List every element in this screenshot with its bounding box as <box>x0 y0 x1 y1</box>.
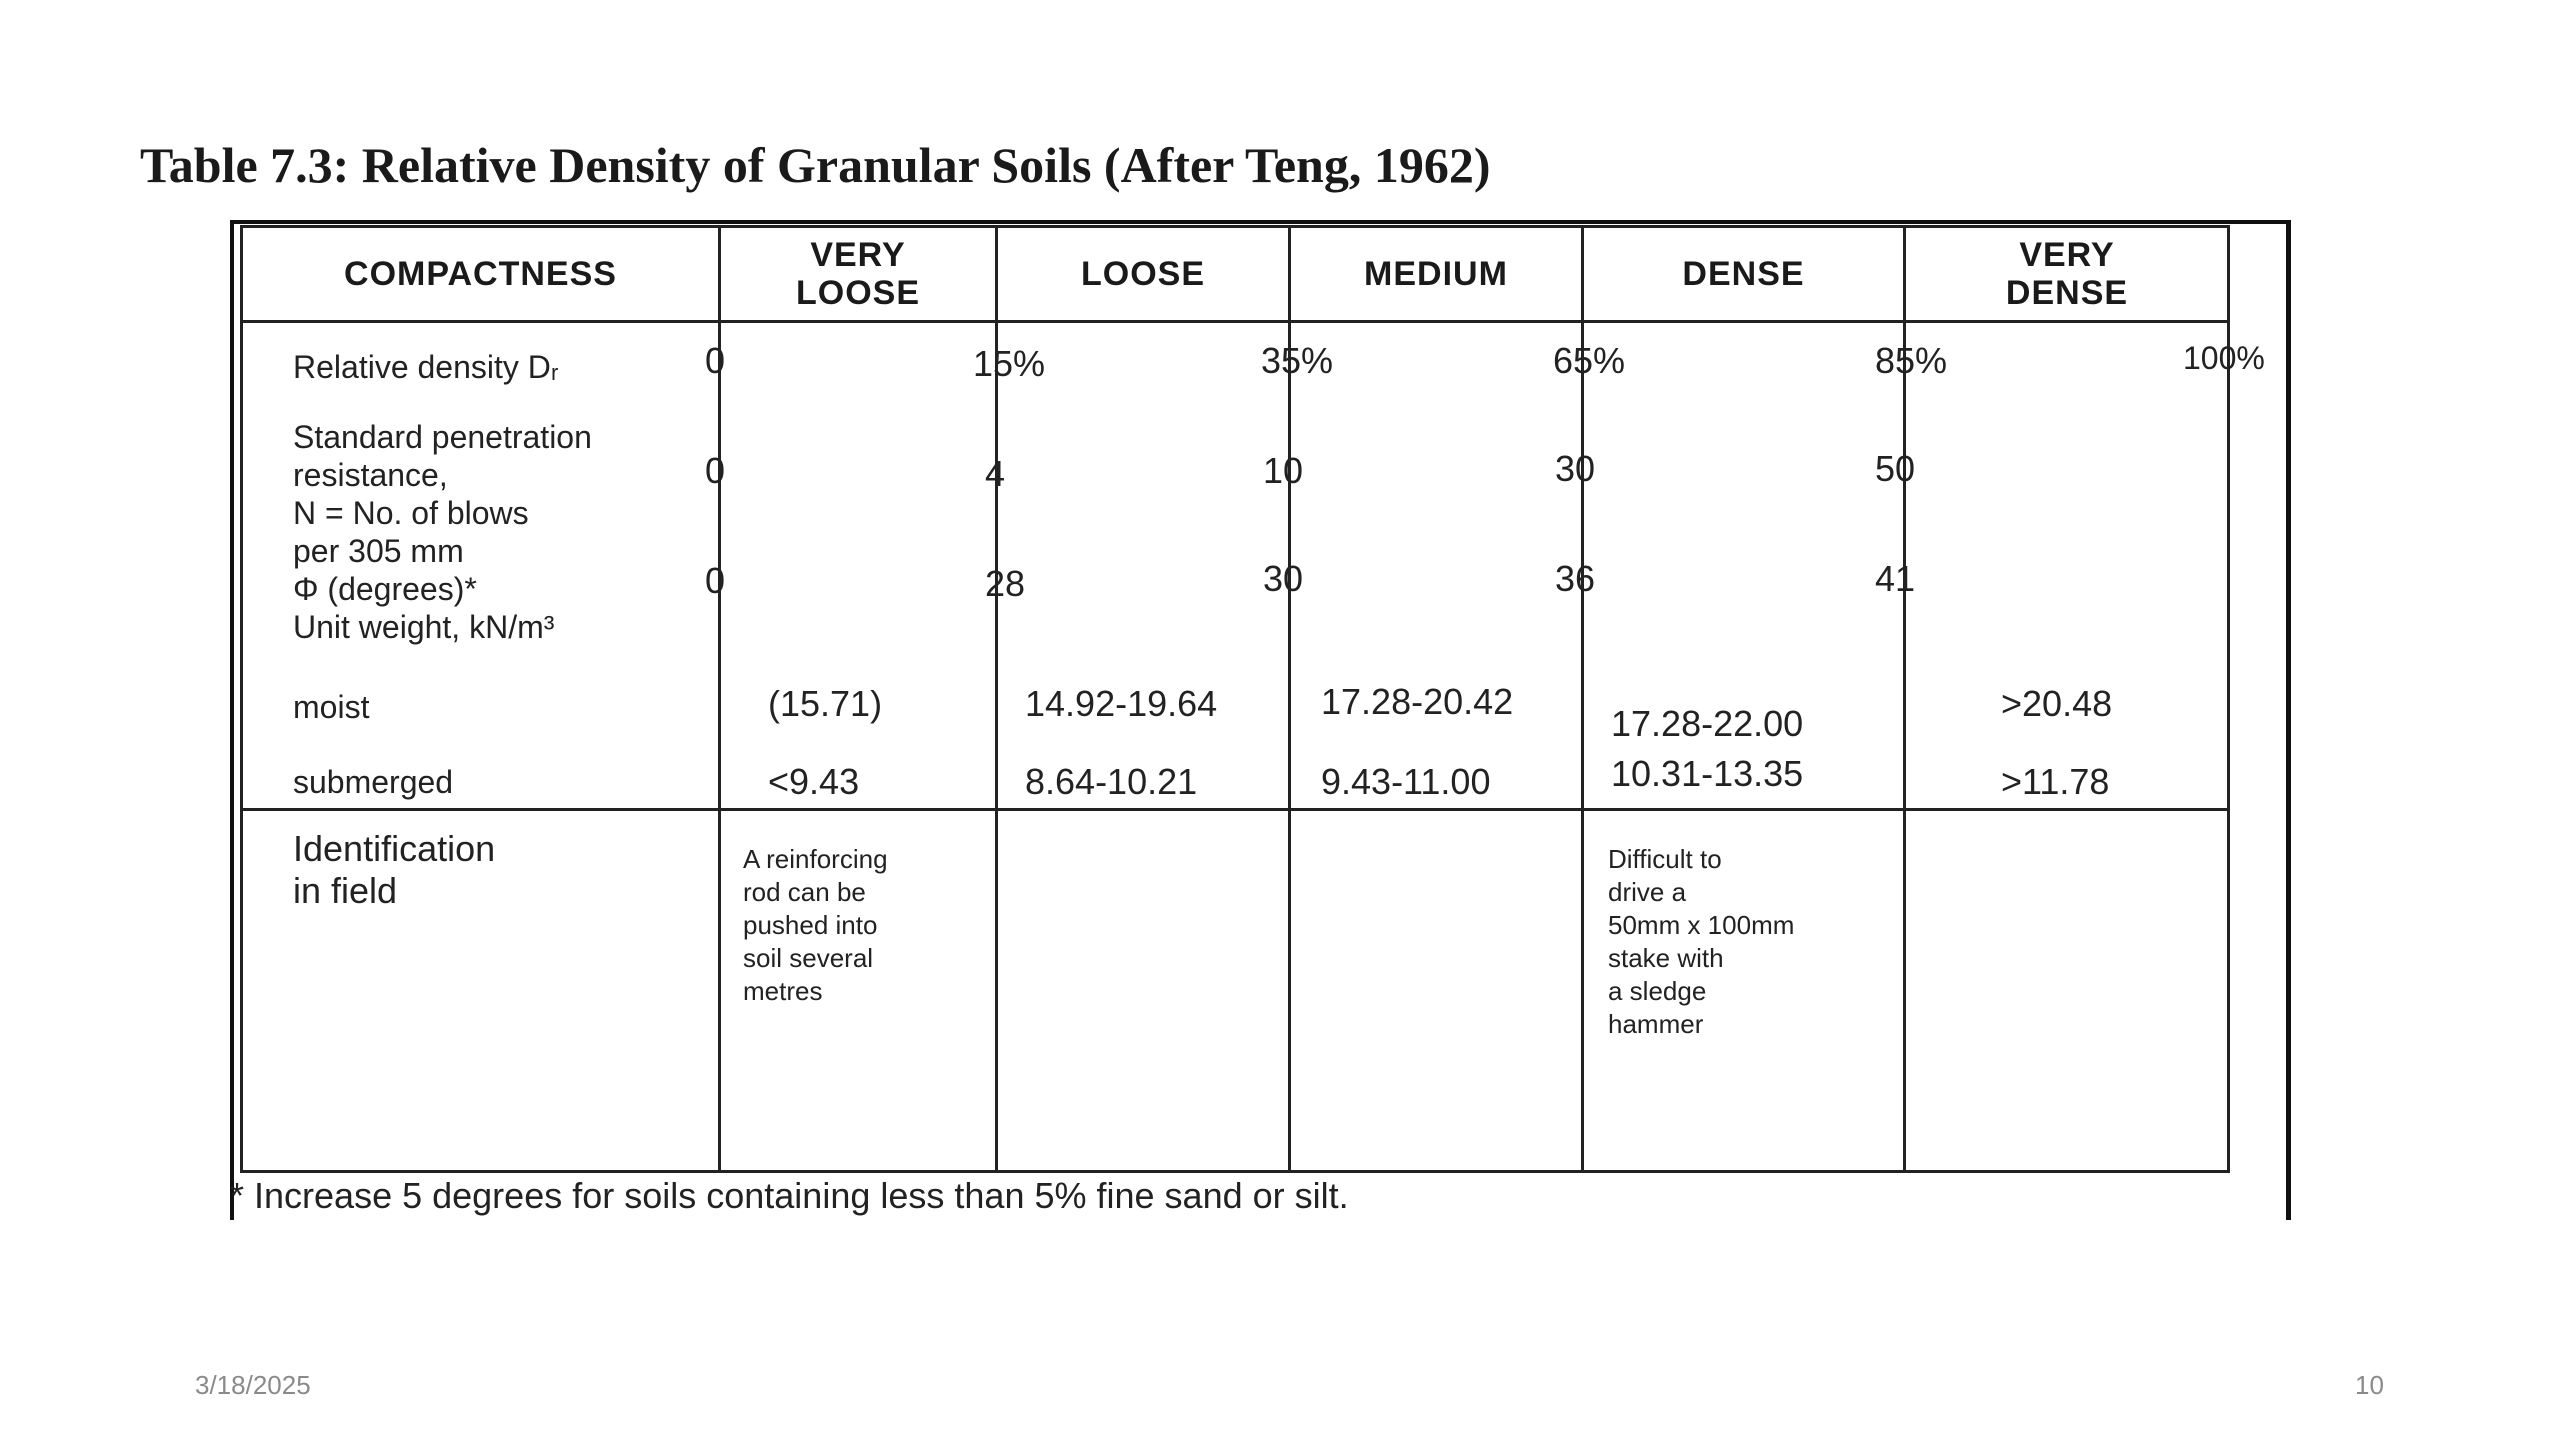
spt-value-4: 4 <box>985 453 1006 494</box>
moist-dense: 17.28-22.00 <box>1611 703 1804 744</box>
label-moist: moist <box>293 689 370 725</box>
rd-value-100: 100% <box>2183 340 2265 376</box>
label-spt-line-3: N = No. of blows <box>293 495 529 531</box>
label-relative-density: Relative density Dᵣ <box>293 349 559 385</box>
outer-frame-right <box>2286 220 2291 1220</box>
density-table <box>240 225 2265 1173</box>
spt-value-0: 0 <box>705 450 726 491</box>
submerged-loose: 8.64-10.21 <box>1025 761 1198 802</box>
table-title: Table 7.3: Relative Density of Granular Soils (After Teng, 1962) <box>140 137 1491 193</box>
rd-value-0: 0 <box>705 340 726 381</box>
rd-value-15: 15% <box>973 343 1046 384</box>
phi-value-41: 41 <box>1875 558 1916 599</box>
moist-loose: 14.92-19.64 <box>1025 683 1218 724</box>
outer-frame-top <box>230 220 2290 224</box>
submerged-dense: 10.31-13.35 <box>1611 753 1804 794</box>
label-identification: Identification in field <box>293 828 496 911</box>
spt-value-30: 30 <box>1555 448 1596 489</box>
phi-value-28: 28 <box>985 563 1026 604</box>
spt-value-50: 50 <box>1875 448 1916 489</box>
rd-value-65: 65% <box>1553 340 1626 381</box>
slide-date: 3/18/2025 <box>195 1370 311 1400</box>
moist-very-loose: (15.71) <box>768 683 883 724</box>
label-spt-line-4: per 305 mm <box>293 533 464 569</box>
phi-value-0: 0 <box>705 560 726 601</box>
submerged-very-dense: >11.78 <box>2001 761 2110 802</box>
header-divider <box>243 320 2227 323</box>
moist-very-dense: >20.48 <box>2001 683 2113 724</box>
header-dense: DENSE <box>1682 255 1805 293</box>
rd-value-85: 85% <box>1875 340 1948 381</box>
outer-frame-left <box>230 220 234 1220</box>
spt-value-10: 10 <box>1263 450 1304 491</box>
submerged-very-loose: <9.43 <box>768 761 860 802</box>
label-spt-line-1: Standard penetration <box>293 419 592 455</box>
label-unit-weight: Unit weight, kN/m³ <box>293 609 555 645</box>
label-submerged: submerged <box>293 764 454 800</box>
header-very-dense: VERY DENSE <box>2005 236 2129 312</box>
phi-value-30: 30 <box>1263 558 1304 599</box>
label-spt-line-2: resistance, <box>293 457 448 493</box>
identification-divider <box>243 808 2227 811</box>
phi-value-36: 36 <box>1555 558 1596 599</box>
table-footnote: * Increase 5 degrees for soils containing less than 5% fine sand or silt. <box>230 1175 1349 1216</box>
label-phi: Φ (degrees)* <box>293 571 477 607</box>
header-very-loose: VERY LOOSE <box>795 236 921 312</box>
rd-value-35: 35% <box>1261 340 1334 381</box>
submerged-medium: 9.43-11.00 <box>1321 761 1491 802</box>
header-medium: MEDIUM <box>1364 255 1508 293</box>
header-loose: LOOSE <box>1080 255 1206 293</box>
header-compactness: COMPACTNESS <box>344 255 617 293</box>
identification-dense: Difficult to drive a 50mm x 100mm stake with a sledge hammer <box>1608 844 1795 1039</box>
slide-number: 10 <box>2355 1370 2384 1400</box>
identification-very-loose: A reinforcing rod can be pushed into soil several metres <box>743 844 888 1006</box>
moist-medium: 17.28-20.42 <box>1321 681 1514 722</box>
